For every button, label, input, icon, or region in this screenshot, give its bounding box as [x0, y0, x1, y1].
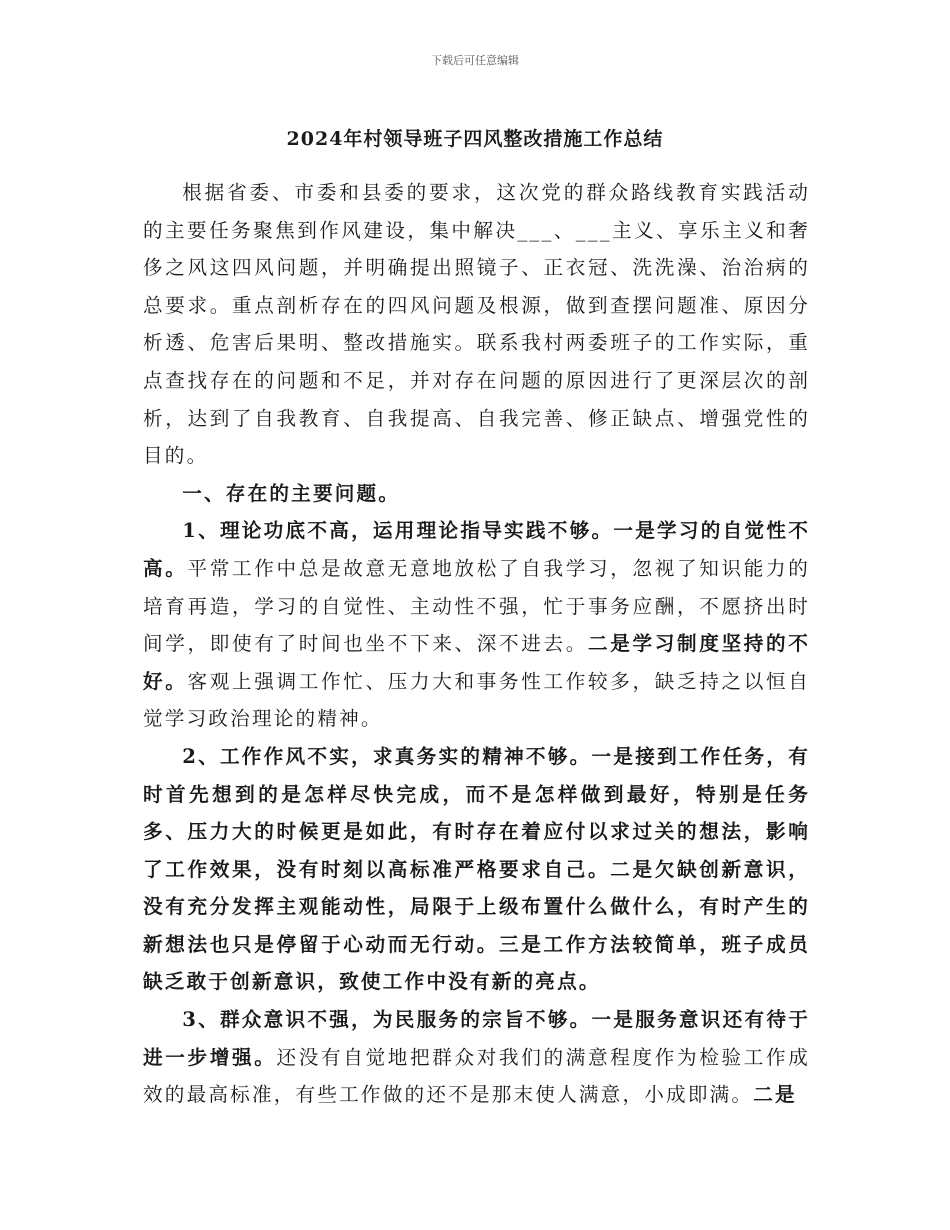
item-3-point-1-lead: 一是服务意识还有待于进一步增强。 — [143, 1008, 810, 1069]
document-body — [143, 174, 810, 1114]
item-1-heading: 1、理论功底不高，运用理论指导实践不够。 — [182, 519, 614, 543]
section-heading-problems: 一、存在的主要问题。 — [182, 481, 401, 505]
item-1-point-1-lead: 一是学习的自觉性不高。 — [143, 519, 810, 580]
item-1-point-1-text: 平常工作中总是故意无意地放松了自我学习，忽视了知识能力的培育再造，学习的自觉性、主动性不强，忙于事务应酬，不愿挤出时间学，即使有了时间也坐不下来、深不进去。 — [143, 556, 810, 656]
item-2-paragraph: 2、工作作风不实，求真务实的精神不够。一是接到工作任务，有时首先想到的是怎样尽快完成，而不是怎样做到最好，特别是任务多、压力大的时候更是如此，有时存在着应付以求过关的想法，影响了工作效果，没有时刻以高标准严格要求自己。二是欠缺创新意识，没有充分发挥主观能动性，局限于上级布置什么做什么，有时产生的新想法也只是停留于心动而无行动。三是工作方法较简单，班子成员缺乏敢于创新意识，致使工作中没有新的亮点。 — [143, 744, 810, 994]
item-1-point-2-text: 客观上强调工作忙、压力大和事务性工作较多，缺乏持之以恒自觉学习政治理论的精神。 — [143, 669, 810, 731]
page-header-note: 下载后可任意编辑 — [431, 54, 519, 67]
intro-paragraph: 根据省委、市委和县委的要求，这次党的群众路线教育实践活动的主要任务聚焦到作风建设，集中解决___、___主义、享乐主义和奢侈之风这四风问题，并明确提出照镜子、正衣冠、洗洗澡、治治病的总要求。重点剖析存在的四风问题及根源，做到查摆问题准、原因分析透、危害后果明、整改措施实。联系我村两委班子的工作实际，重点查找存在的问题和不足，并对存在问题的原因进行了更深层次的剖析，达到了自我教育、自我提高、自我完善、修正缺点、增强党性的目的。 — [143, 181, 810, 468]
document-title: 2024年村领导班子四风整改措施工作总结 — [286, 128, 664, 150]
item-1-paragraph — [143, 512, 810, 738]
item-3-paragraph — [143, 1001, 810, 1114]
item-3-point-2-lead: 二是 — [753, 1083, 797, 1107]
item-3-heading: 3、群众意识不强，为民服务的宗旨不够。 — [182, 1008, 592, 1032]
item-1-point-2-lead: 二是学习制度坚持的不好。 — [143, 632, 811, 693]
item-3-point-1-text: 还没有自觉地把群众对我们的满意程度作为检验工作成效的最高标准，有些工作做的还不是那末使人满意，小成即满。 — [143, 1045, 810, 1107]
